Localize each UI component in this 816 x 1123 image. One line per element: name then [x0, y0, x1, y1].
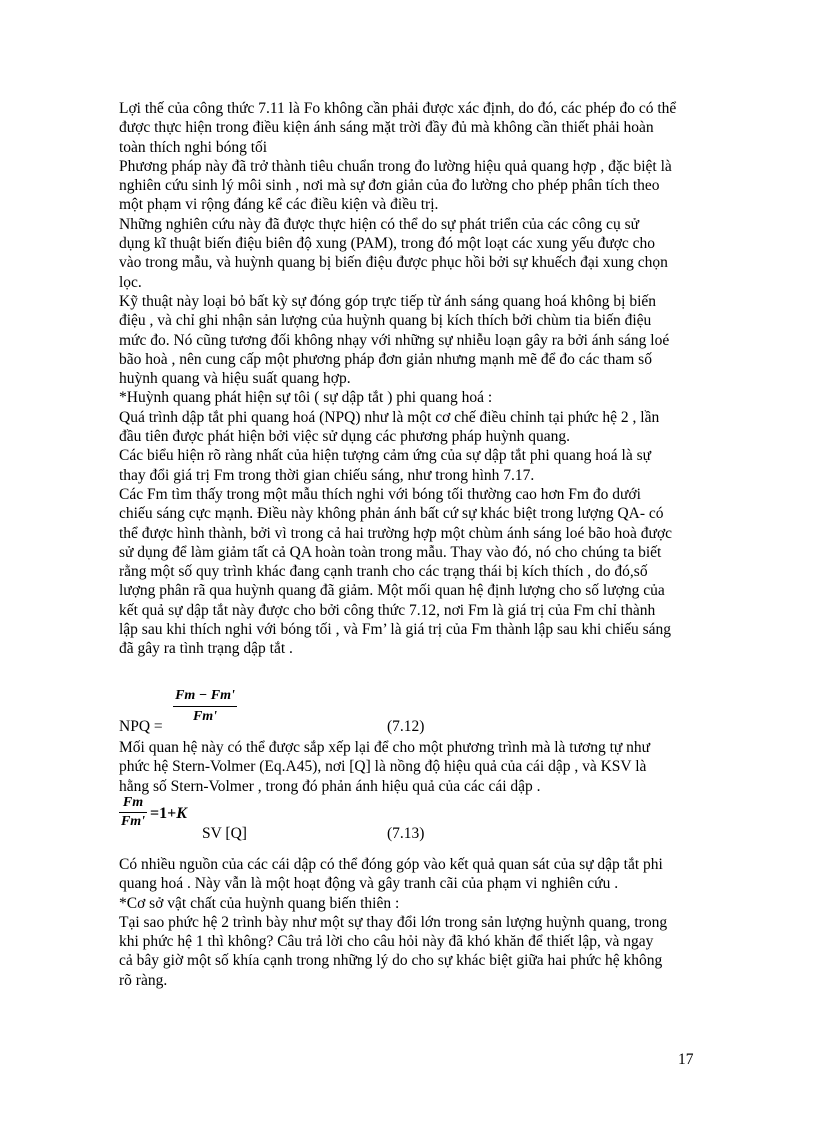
text-line: Mối quan hệ này có thể được sắp xếp lại để cho một phương trình mà là tương tự như — [119, 739, 651, 756]
text-line: được thực hiện trong điều kiện ánh sáng mặt trời đầy đủ mà không cần thiết phải hoàn — [119, 119, 654, 137]
text-line: nghiên cứu sinh lý môi sinh , nơi mà sự đơn giản của đo lường cho phép phân tích theo — [119, 177, 660, 195]
text-line: Các biểu hiện rõ ràng nhất của hiện tượng cảm ứng của sự dập tắt phi quang hoá là sự — [119, 447, 652, 465]
text-line: vào trong mẫu, và huỳnh quang bị biến điệu được phục hồi bởi sự khuếch đại xung chọn — [119, 254, 668, 272]
text-line: Các Fm tìm thấy trong một mẫu thích nghi với bóng tối thường cao hơn Fm đo dưới — [119, 485, 641, 503]
text-line: cả bây giờ một số khía cạnh trong những lý do cho sự khác biệt giữa hai phức hệ không — [119, 952, 663, 970]
paragraph-block-1 — [119, 99, 719, 659]
equation-subscript: SV [Q] — [202, 825, 247, 842]
section-heading-variable-fluorescence: *Cơ sở vật chất của huỳnh quang biến thiên : — [119, 894, 400, 912]
text-line: rõ ràng. — [119, 971, 168, 989]
text-line: kết quả sự dập tắt này được cho bởi công thức 7.12, nơi Fm là giá trị của Fm chỉ thành — [119, 601, 656, 619]
equation-7-12 — [119, 688, 519, 740]
text-line: Kỹ thuật này loại bỏ bất kỳ sự đóng góp trực tiếp từ ánh sáng quang hoá không bị biến — [119, 292, 657, 310]
text-line: lập sau khi thích nghi với bóng tối , và Fm’ là giá trị của Fm thành lập sau khi chiếu sáng — [119, 621, 672, 639]
equation-fraction — [173, 688, 237, 725]
text-line: đã gây ra tình trạng dập tắt . — [119, 640, 293, 658]
text-line: Quá trình dập tắt phi quang hoá (NPQ) như là một cơ chế điều chỉnh tại phức hệ 2 , lần — [119, 408, 660, 426]
fraction-denominator: Fm' — [192, 709, 218, 724]
text-line: lượng phân rã qua huỳnh quang đã giảm. Một mối quan hệ định lượng cho số lượng của — [119, 582, 665, 600]
equation-rhs-k: K — [176, 805, 187, 822]
text-line: Tại sao phức hệ 2 trình bày như một sự thay đổi lớn trong sản lượng huỳnh quang, trong — [119, 913, 668, 931]
text-line: phức hệ Stern-Volmer (Eq.A45), nơi [Q] là nồng độ hiệu quả của cái dập , và KSV là — [119, 758, 647, 776]
text-line: một phạm vi rộng đáng kể các điều kiện và điều trị. — [119, 196, 439, 214]
text-line: Lợi thế của công thức 7.11 là Fo không cần phải được xác định, do đó, các phép đo có thể — [119, 100, 677, 117]
equation-rhs-constant: =1+ — [150, 805, 177, 822]
fraction-denominator: Fm' — [120, 814, 146, 829]
text-line: điệu , và chỉ ghi nhận sản lượng của huỳnh quang bị kích thích bởi chùm tia biến điệu — [119, 312, 652, 330]
text-line: quang hoá . Này vẫn là một hoạt động và gây tranh cãi của phạm vi nghiên cứu . — [119, 875, 619, 893]
text-line: toàn thích nghi bóng tối — [119, 138, 268, 156]
text-line: sử dụng để làm giảm tất cả QA hoàn toàn trong mẫu. Thay vào đó, nó cho chúng ta biết — [119, 543, 662, 561]
text-line: chiếu sáng cực mạnh. Điều này không phản ánh bất cứ sự khác biệt trong lượng QA- có — [119, 505, 664, 523]
section-heading-npq: *Huỳnh quang phát hiện sự tôi ( sự dập tắt ) phi quang hoá : — [119, 389, 493, 407]
page-number: 17 — [678, 1051, 694, 1068]
equation-rhs — [150, 805, 187, 823]
fraction-numerator: Fm — [119, 795, 147, 813]
fraction-numerator: Fm − Fm' — [173, 688, 237, 707]
equation-fraction — [119, 795, 147, 830]
paragraph-block-3 — [119, 855, 729, 990]
equation-7-13 — [119, 795, 519, 845]
text-line: Có nhiều nguồn của các cái dập có thể đóng góp vào kết quả quan sát của sự dập tắt phi — [119, 856, 663, 873]
text-line: thay đổi giá trị Fm trong thời gian chiếu sáng, như trong hình 7.17. — [119, 466, 535, 484]
text-line: lọc. — [119, 273, 142, 291]
paragraph-block-2 — [119, 738, 719, 796]
equation-lhs: NPQ = — [119, 718, 163, 735]
text-line: Phương pháp này đã trở thành tiêu chuẩn trong đo lường hiệu quả quang hợp , đặc biệt là — [119, 157, 672, 175]
text-line: thể được hình thành, bởi vì trong cả hai trường hợp một chùm ánh sáng loé bão hoà được — [119, 524, 673, 542]
text-line: dụng kĩ thuật biến điệu biên độ xung (PAM), trong đó một loạt các xung yếu được cho — [119, 235, 656, 253]
text-line: hằng số Stern-Volmer , trong đó phản ánh hiệu quả của các cái dập . — [119, 777, 541, 795]
text-line: rằng một số quy trình khác đang cạnh tranh cho các trạng thái bị kích thích , do đó,số — [119, 563, 648, 581]
text-line: đầu tiên được phát hiện bởi việc sử dụng các phương pháp huỳnh quang. — [119, 428, 570, 446]
text-line: huỳnh quang và hiệu suất quang hợp. — [119, 370, 351, 388]
equation-number: (7.12) — [387, 718, 425, 735]
text-line: khi phức hệ 1 thì không? Câu trả lời cho câu hỏi này đã khó khăn để thiết lập, và ngay — [119, 933, 654, 951]
text-line: bão hoà , nên cung cấp một phương pháp đơn giản nhưng mạnh mẽ để đo các tham số — [119, 350, 652, 368]
equation-number: (7.13) — [387, 825, 425, 842]
text-line: Những nghiên cứu này đã được thực hiện có thể do sự phát triển của các công cụ sử — [119, 215, 639, 233]
text-line: mức đo. Nó cũng tương đối không nhạy với những sự nhiễu loạn gây ra bởi ánh sáng loé — [119, 331, 670, 349]
